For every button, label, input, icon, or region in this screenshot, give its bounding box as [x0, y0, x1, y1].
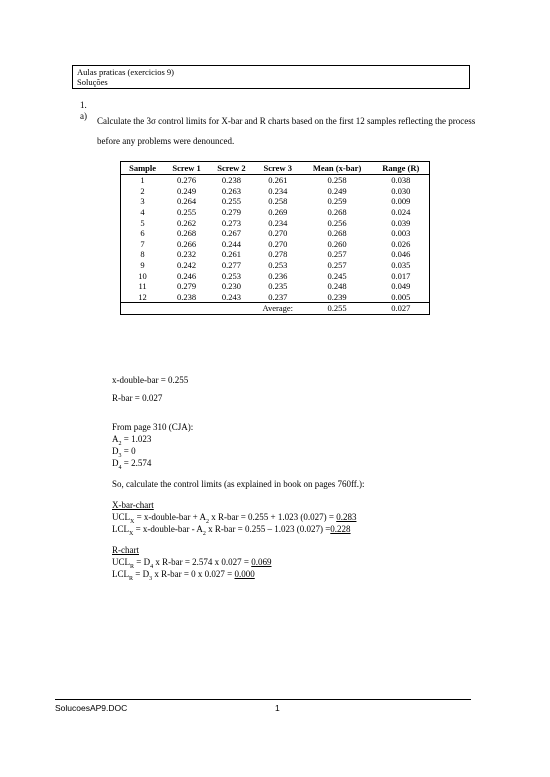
table-cell: 4	[140, 206, 145, 217]
table-cell: 1	[140, 175, 145, 186]
table-cell: 0.046	[391, 249, 411, 260]
table-cell: 0.249	[327, 185, 347, 196]
table-cell	[164, 303, 209, 315]
so-calc-line: So, calculate the control limits (as explained in book on pages 760ff.):	[112, 479, 365, 489]
table-row	[121, 249, 430, 260]
table-row	[121, 186, 430, 197]
table-cell: 2	[140, 185, 145, 196]
col-header: Screw 1	[164, 162, 209, 175]
table-cell: 0.276	[177, 175, 197, 186]
a2-line: $A_2 = 1.023$	[112, 434, 152, 447]
table-cell: 0.030	[391, 185, 411, 196]
lcl-x-line: $LCL_X$ = x-double-bar - $A_2$ x R-bar = 0.255 – 1.023 (0.027) =0.228	[112, 524, 351, 537]
table-cell: 6	[140, 228, 145, 239]
table-row	[121, 207, 430, 218]
table-cell: 0.049	[391, 281, 411, 292]
header-subtitle: Soluções	[77, 77, 108, 87]
table-cell	[121, 303, 165, 315]
table-cell: 0.230	[221, 281, 242, 292]
table-cell: 0.258	[327, 175, 347, 186]
average-label: Average:	[254, 303, 302, 315]
table-row	[121, 292, 430, 303]
table-cell: 0.026	[391, 238, 411, 249]
table-cell: 0.278	[268, 249, 288, 260]
table-row	[121, 260, 430, 271]
table-cell: 0.017	[391, 270, 411, 281]
table-cell: 0.238	[177, 291, 197, 302]
table-cell: 0.270	[268, 228, 288, 239]
table-cell: 0.268	[327, 206, 347, 217]
table-cell: 3	[140, 196, 145, 207]
ucl-r-line: $UCL_R = D_4$ x R-bar = 2.574 x 0.027 = 0.069	[112, 557, 272, 570]
d4-line: $D_4 = 2.574$	[112, 458, 152, 471]
table-cell: 0.260	[327, 238, 347, 249]
table-cell: 0.243	[221, 291, 242, 302]
col-header: Sample	[121, 162, 165, 175]
d3-line: $D_3 = 0$	[112, 446, 136, 459]
document-header-box	[72, 65, 470, 89]
table-row	[121, 281, 430, 292]
table-cell: 0.005	[391, 291, 411, 302]
table-cell: 0.009	[391, 196, 411, 207]
rbar-line: R-bar = 0.027	[112, 393, 163, 403]
table-cell: 0.255	[177, 206, 197, 217]
table-row	[121, 270, 430, 281]
lcl-r-result: 0.000	[234, 569, 255, 579]
col-header: Screw 3	[254, 162, 302, 175]
table-cell: 0.270	[268, 238, 288, 249]
table-cell: 0.253	[221, 270, 242, 281]
table-cell: 0.232	[177, 249, 197, 260]
table-row	[121, 196, 430, 207]
table-cell: 0.249	[177, 185, 197, 196]
average-range: 0.027	[373, 303, 430, 315]
table-cell: 0.242	[177, 259, 197, 270]
table-cell: 0.245	[327, 270, 347, 281]
table-cell: 0.256	[327, 217, 347, 228]
table-cell: 0.003	[391, 228, 411, 239]
table-cell: 5	[140, 217, 145, 228]
table-average-row	[121, 303, 430, 315]
table-cell: 0.259	[327, 196, 347, 207]
table-cell: 0.273	[221, 217, 242, 228]
table-cell: 0.236	[268, 270, 288, 281]
table-cell: 0.269	[268, 206, 288, 217]
table-cell: 0.039	[391, 217, 411, 228]
table-cell: 0.266	[177, 238, 197, 249]
table-header-row	[121, 162, 430, 175]
table-cell: 0.235	[268, 281, 288, 292]
table-cell: 7	[140, 238, 145, 249]
table-cell: 0.268	[177, 228, 197, 239]
table-cell: 0.277	[221, 259, 242, 270]
table-row	[121, 217, 430, 228]
xbar-chart-title: X-bar-chart	[112, 500, 154, 510]
r-chart-title: R-chart	[112, 545, 139, 555]
footer-filename: SolucoesAP9.DOC	[55, 703, 128, 713]
header-course-title: Aulas praticas (exercicios 9)	[77, 67, 174, 77]
table-cell: 0.279	[177, 281, 197, 292]
samples-table	[120, 161, 430, 315]
table-row	[121, 175, 430, 186]
col-header: Screw 2	[209, 162, 254, 175]
table-cell: 0.268	[327, 228, 347, 239]
table-cell: 0.264	[177, 196, 197, 207]
table-cell: 0.258	[268, 196, 288, 207]
table-cell: 0.234	[268, 185, 288, 196]
footer-page-number: 1	[275, 703, 280, 713]
col-header: Range (R)	[373, 162, 430, 175]
table-cell: 0.024	[391, 206, 411, 217]
table-cell: 9	[140, 259, 145, 270]
table-cell: 10	[138, 270, 147, 281]
table-row	[121, 239, 430, 250]
table-cell: 0.279	[221, 206, 242, 217]
table-cell: 0.244	[221, 238, 242, 249]
question-text: Calculate the 3σ control limits for X-bar and R charts based on the first 12 samples reflecting the process before any problems were denounced.	[97, 116, 476, 146]
table-cell: 0.248	[327, 281, 347, 292]
table-cell: 0.239	[327, 291, 347, 302]
footer-divider	[55, 699, 471, 700]
table-cell: 0.253	[268, 259, 288, 270]
table-cell: 0.234	[268, 217, 288, 228]
table-cell: 0.255	[221, 196, 242, 207]
table-cell: 0.257	[327, 249, 347, 260]
ucl-r-result: 0.069	[251, 557, 272, 567]
table-cell: 0.267	[221, 228, 242, 239]
lcl-r-line: $LCL_R = D_3$ x R-bar = 0 x 0.027 = 0.000	[112, 569, 255, 582]
table-cell: 0.263	[221, 185, 242, 196]
table-cell: 12	[138, 291, 147, 302]
table-cell: 0.261	[221, 249, 242, 260]
table-cell: 0.262	[177, 217, 197, 228]
table-cell: 0.246	[177, 270, 197, 281]
table-cell: 0.035	[391, 259, 411, 270]
table-cell	[209, 303, 254, 315]
question-number: 1.	[80, 100, 87, 110]
ucl-x-result: 0.283	[336, 512, 357, 522]
xdbar-line: x-double-bar = 0.255	[112, 375, 189, 385]
table-cell: 0.257	[327, 259, 347, 270]
table-cell: 0.261	[268, 175, 288, 186]
ucl-x-line: $UCL_X$ = x-double-bar + $A_2$ x R-bar = 0.255 + 1.023 (0.027) = 0.283	[112, 512, 357, 525]
average-mean: 0.255	[302, 303, 373, 315]
lcl-x-result: 0.228	[330, 524, 351, 534]
table-cell: 0.237	[268, 291, 288, 302]
col-header: Mean (x-bar)	[302, 162, 373, 175]
from-page-line: From page 310 (CJA):	[112, 422, 194, 432]
table-cell: 0.238	[221, 175, 242, 186]
table-row	[121, 228, 430, 239]
question-letter: a)	[80, 111, 87, 121]
table-cell: 8	[140, 249, 145, 260]
table-cell: 11	[138, 281, 147, 292]
table-cell: 0.038	[391, 175, 411, 186]
